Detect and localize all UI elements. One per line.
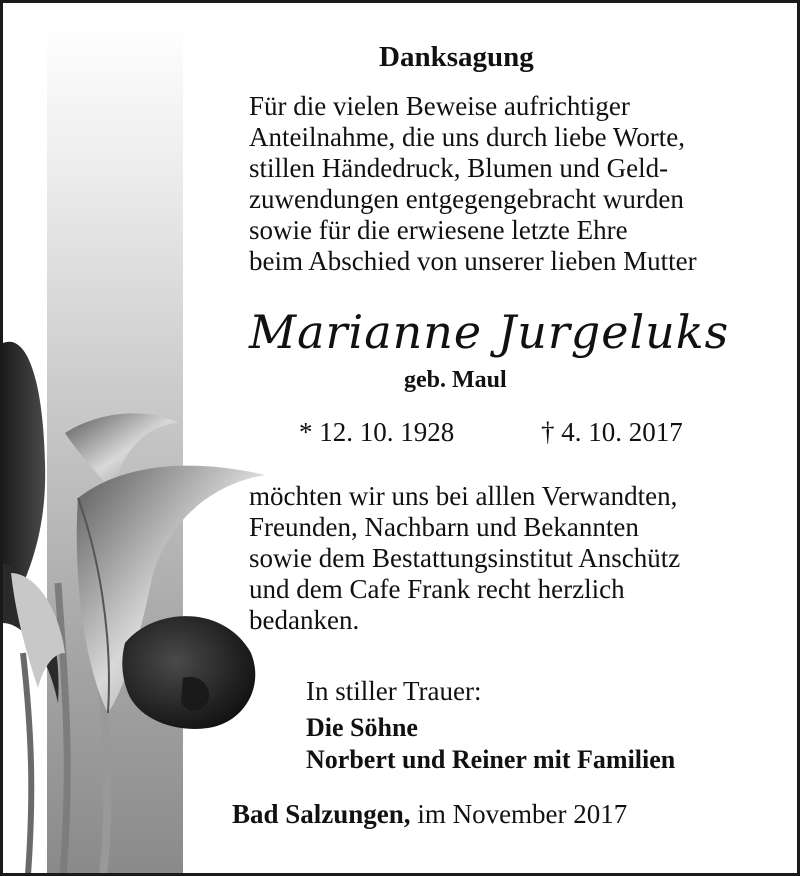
place-name: Bad Salzungen, [232,799,411,829]
thanks-line: möchten wir uns bei alllen Verwandten, [249,481,678,511]
intro-line: zuwendungen entgegengebracht wurden [249,184,684,214]
thanks-line: und dem Cafe Frank recht herzlich [249,574,625,604]
thanks-line: sowie dem Bestattungsinstitut Anschütz [249,543,681,573]
date-text: im November 2017 [410,799,628,829]
thanks-line: Freunden, Nachbarn und Bekannten [249,512,639,542]
place-date-line [232,799,627,830]
birth-date: * 12. 10. 1928 [299,417,455,447]
intro-line: stillen Händedruck, Blumen und Geld- [249,153,669,183]
intro-line: Anteilnahme, die uns durch liebe Worte, [249,122,685,152]
mourning-line: In stiller Trauer: [306,676,482,706]
calla-lilies-icon [3,323,273,875]
intro-paragraph [249,91,697,277]
intro-line: beim Abschied von unserer lieben Mutter [249,246,697,276]
notice-heading: Danksagung [379,41,534,73]
death-date: † 4. 10. 2017 [541,417,683,447]
deceased-name: Marianne Jurgeluks [249,305,730,359]
thanks-line: bedanken. [249,605,360,635]
family-line: Norbert und Reiner mit Familien [306,745,676,774]
intro-line: sowie für die erwiesene letzte Ehre [249,215,628,245]
intro-line: Für die vielen Beweise aufrichtiger [249,91,630,121]
thanks-paragraph [249,481,680,636]
maiden-name: geb. Maul [404,367,507,393]
family-line: Die Söhne [306,713,418,742]
